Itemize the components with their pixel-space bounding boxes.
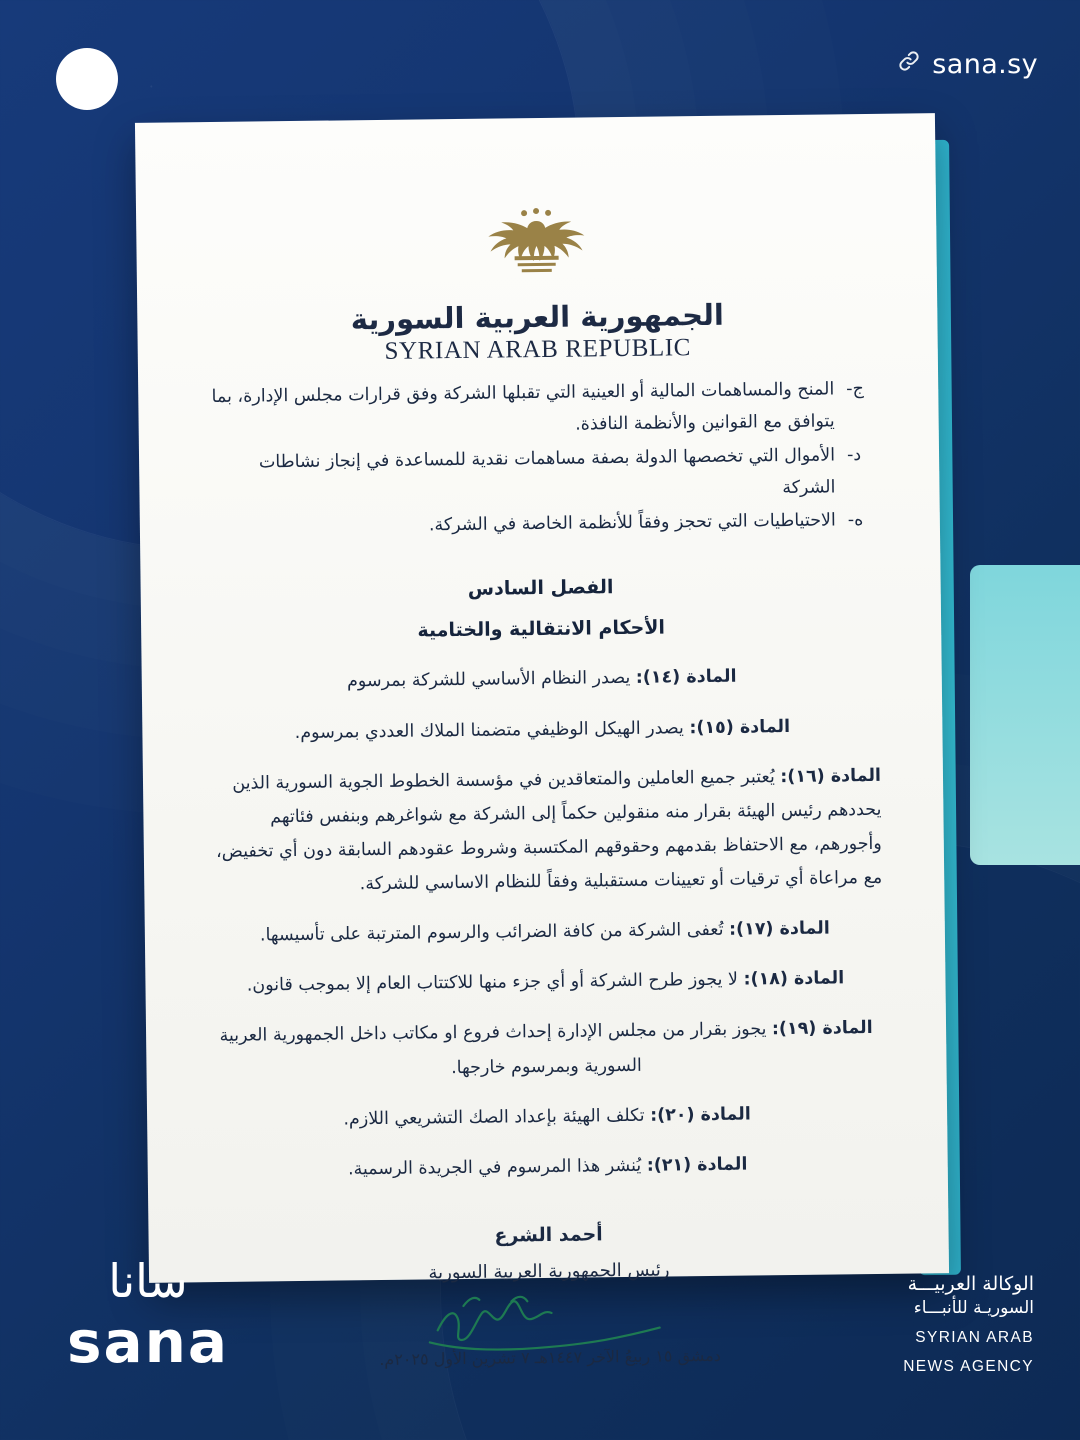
article-label: المادة (٢١):: [646, 1154, 748, 1176]
agency-arabic-line-1: الوكالة العربيـــة: [907, 1272, 1034, 1295]
signatory-role: رئيس الجمهورية العربية السورية: [428, 1259, 670, 1284]
article-text: يجوز بقرار من مجلس الإدارة إحداث فروع او مكاتب داخل الجمهورية العربية السورية وبمرسوم خارجها.: [219, 1019, 773, 1078]
article-14: [204, 658, 880, 700]
chapter-heading: [202, 567, 879, 650]
article-text: يصدر الهيكل الوظيفي متضمنا الملاك العددي بمرسوم.: [294, 717, 690, 743]
article-label: المادة (١٩):: [771, 1018, 873, 1040]
article-15: [204, 708, 880, 750]
teal-accent-card: [970, 565, 1080, 865]
list-item-text: المنح والمساهمات المالية أو العينية التي تقبلها الشركة وفق قرارات مجلس الإدارة، بما يتوافق مع القوانين والأنظمة النافذة.: [211, 379, 835, 435]
document-title-arabic: الجمهورية العربية السورية: [350, 297, 725, 337]
article-20: [209, 1095, 885, 1137]
site-handle: [896, 48, 1038, 81]
article-text: يصدر النظام الأساسي للشركة بمرسوم: [346, 668, 636, 692]
article-label: المادة (١٥):: [689, 716, 791, 738]
article-label: المادة (١٤):: [635, 666, 737, 689]
sana-logo: [58, 1254, 238, 1376]
agency-credit: [903, 1272, 1034, 1378]
list-item: [200, 374, 877, 446]
article-label: المادة (١٦):: [780, 765, 882, 787]
article-18: [207, 961, 883, 1003]
article-label: المادة (١٧):: [728, 918, 830, 940]
article-21: [210, 1146, 886, 1188]
decorative-circle: [56, 48, 118, 110]
signatory-name: أحمد الشرع: [494, 1223, 603, 1247]
signature-date: دمشق ١٥ ربيعُ الآخر ١٤٤٧هـ ٧ تشرين الأول ٢٠٢٥م.: [379, 1346, 721, 1370]
list-item-marker: ج-: [846, 379, 864, 400]
sana-logo-latin: sana: [66, 1308, 230, 1376]
document-body: [200, 374, 888, 1376]
article-text: لا يجوز طرح الشركة أو أي جزء منها للاكتتاب العام إلا بموجب قانون.: [246, 969, 744, 996]
article-text: يُعتبر جميع العاملين والمتعاقدين في مؤسسة الخطوط الجوية السورية الذين يحددهم رئيس الهيئة بقرار منه منقولين حكماً إلى الشركة مع شواغرهم وبنفس فئاتهم وأجورهم، مع الاحتفاظ بقدمهم وحقوقهم المكتسبة وشروط عقودهم السابقة دون أي تخفيض، مع مراعاة أي ترقيات أو تعيينات مستقبلية وفقاً للنظام الاساسي للشركة.: [215, 766, 883, 895]
article-text: يُنشر هذا المرسوم في الجريدة الرسمية.: [347, 1155, 647, 1180]
article-17: [207, 911, 883, 953]
list-item-marker: ه-: [847, 510, 864, 531]
sana-logo-arabic: سانا: [108, 1254, 188, 1308]
list-item-text: الأموال التي تخصصها الدولة بصفة مساهمات نقدية للمساعدة في إنجاز نشاطات الشركة: [258, 445, 836, 498]
article-19: [208, 1011, 885, 1088]
site-handle-text: sana.sy: [932, 49, 1038, 80]
list-item-marker: د-: [846, 444, 862, 465]
article-label: المادة (٢٠):: [650, 1104, 751, 1126]
document-title-english: SYRIAN ARAB REPUBLIC: [384, 334, 692, 365]
chapter-title: الفصل السادس: [467, 576, 614, 601]
list-item: [202, 505, 878, 545]
agency-english-line-2: NEWS AGENCY: [903, 1358, 1034, 1376]
article-text: تكلف الهيئة بإعداد الصك التشريعي اللازم.: [343, 1105, 651, 1130]
signature-block: [210, 1214, 888, 1377]
agency-arabic-line-2: السوريـة للأنبـــاء: [913, 1298, 1034, 1319]
list-item-text: الاحتياطيات التي تحجز وفقاً للأنظمة الخاصة في الشركة.: [428, 510, 836, 536]
article-16: [205, 758, 883, 903]
chapter-subtitle: الأحكام الانتقالية والختامية: [417, 616, 666, 642]
list-item: [201, 440, 878, 512]
eagle-emblem-icon: [198, 204, 875, 290]
article-text: تُعفى الشركة من كافة الضرائب والرسوم المترتبة على تأسيسها.: [259, 919, 730, 946]
agency-english-line-1: SYRIAN ARAB: [915, 1329, 1034, 1347]
article-label: المادة (١٨):: [743, 968, 845, 990]
link-icon: [896, 48, 922, 81]
